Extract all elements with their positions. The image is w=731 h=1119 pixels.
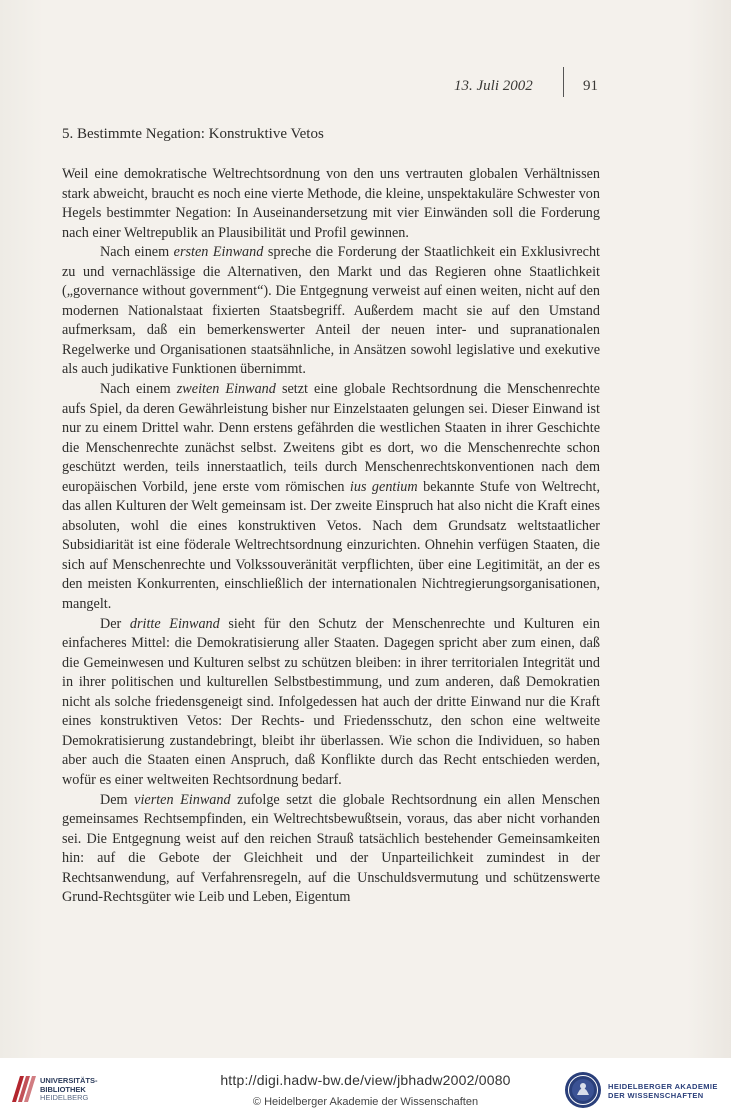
section-heading: 5. Bestimmte Negation: Konstruktive Vetos <box>62 126 324 142</box>
footer-bar <box>0 1058 731 1119</box>
paragraph-2-text: Nach einem <box>100 244 174 261</box>
copyright-notice: © Heidelberger Akademie der Wissenschaften <box>252 1096 479 1108</box>
paragraph-2-emphasis: ersten Einwand <box>173 244 264 261</box>
paragraph-4-text: Der <box>100 615 130 632</box>
paragraph-3-emphasis-latin: ius gentium <box>349 478 418 495</box>
paragraph-4 <box>62 615 600 791</box>
paragraph-1: Weil eine demokratische Weltrechtsordnung von den uns vertrauten globalen Verhältnissen stark abweicht, braucht es noch eine vierte Methode, die kleine, unspektakuläre Schwester von Hegels bestimmter Negation: In Auseinandersetzung mit vier Einwänden soll die Forderung nach einer Weltrepublik an Plausibilität und Profil gewinnen. <box>62 166 600 241</box>
academy-name-line-1: HEIDELBERGER AKADEMIE <box>608 1082 718 1091</box>
academy-name <box>608 1082 718 1100</box>
paragraph-5-emphasis: vierten Einwand <box>134 791 231 808</box>
paragraph-5-text-cont: zufolge setzt die globale Rechtsordnung ein allen Menschen gemeinsames Rechtsempfinden, ein Weltrechtsbewußtsein, voraus, das aber nicht vorhanden sei. Die Entgegnung weist auf den reichen Strauß tatsächlich bestehender Gemeinsamkeiten hin: auf die Gebote der Gleichheit und der Unparteilichkeit zumindest in der Rechtsanwendung, auf Verfahrensregeln, auf die Unschuldsvermutung und schützenswerte Grund-Rechtsgüter wie Leib und Leben, Eigentum <box>62 791 600 906</box>
academy-name-line-2: DER WISSENSCHAFTEN <box>608 1091 704 1100</box>
paragraph-5-text: Dem <box>100 791 135 808</box>
page-number: 91 <box>583 78 598 94</box>
paragraph-2 <box>62 243 600 380</box>
permalink-url[interactable]: http://digi.hadw-bw.de/view/jbhadw2002/0080 <box>220 1072 511 1088</box>
paragraph-4-emphasis: dritte Einwand <box>129 615 220 632</box>
running-head-date: 13. Juli 2002 <box>454 78 533 94</box>
library-name-line-3: HEIDELBERG <box>40 1093 89 1102</box>
paragraph-5 <box>62 791 600 908</box>
paragraph-3 <box>62 380 600 615</box>
body-text <box>62 165 600 908</box>
library-name-line-2: BIBLIOTHEK <box>40 1084 86 1094</box>
paragraph-4-text-cont: sieht für den Schutz der Menschenrechte und Kulturen ein einfacheres Mittel: die Demokratisierung aller Staaten. Dagegen spricht aber zum einen, daß die Gemeinwesen und Kulturen selbst zu schützen bleiben: in ihrer territorialen Integrität und in ihrer politischen und kulturellen Selbstbestimmung, und zum anderen, daß Demokratien nicht als solche friedensgeneigt sind. Infolgedessen hat auch der dritte Einwand nur die Kraft eines konstruktiven Vetos: Der Rechts- und Friedensschutz, den schon eine weltweite Demokratisierung zustandebringt, bleibt ihr überlassen. Wie schon die Individuen, so haben aber auch die Staaten einen Anspruch, daß Konflikte durch das Recht entschieden werden, wofür es einer weltweiten Rechtsordnung bedarf. <box>62 615 600 788</box>
paragraph-3-text-cont: bekannte Stufe von Weltrecht, das allen Kulturen der Welt gemeinsam ist. Der zweite Einspruch hat also nicht die Kraft eines absoluten, wohl die eines konstruktiven Vetos. Nach dem Grundsatz weltstaatlicher Subsidiarität ist eine föderale Weltrechtsordnung einzurichten. Ohnehin verfügen Staaten, die sich auf Menschenrechte und Volkssouveränität verpflichten, über eine Legitimität, an der es den meisten Konkurrenten, einschließlich der internationalen Nichtregierungsorganisationen, mangelt. <box>62 478 600 613</box>
paragraph-3-text-mid: setzt eine globale Rechtsordnung die Menschenrechte aufs Spiel, da deren Gewährleistung bisher nur Einzelstaaten gelungen sei. Dieser Einwand ist nur zu einem Drittel wahr. Denn erstens gefährden die westlichen Staaten in ihrer Geschichte die Menschenrechte zunächst selbst. Zweitens gibt es dort, wo die Menschenrechte schon geschützt werden, teils innerstaatlich, teils durch Menschenrechtskonventionen nach dem europäischen Vorbild, jene erste vom römischen <box>62 381 600 495</box>
paragraph-3-text: Nach einem <box>100 381 177 398</box>
running-head-divider <box>563 67 564 97</box>
library-name-line-1: UNIVERSITÄTS- <box>40 1076 98 1085</box>
paragraph-3-emphasis: zweiten Einwand <box>176 381 276 398</box>
academy-seal-icon <box>564 1071 602 1109</box>
paragraph-2-text-cont: spreche die Forderung der Staatlichkeit ein Exklusivrecht zu und vernachlässige die Alternativen, den Markt und das Regieren ohne Staatlichkeit („governance without government“). Die Entgegnung verweist auf einen weiten, nicht auf den modernen Nationalstaat fixierten Staatsbegriff. Außerdem macht sie auf den Umstand aufmerksam, daß ein bemerkenswerter Anteil der neuen inter- und supranationalen Regelwerke und Organisationen staatsähnliche, in Ansätzen sowohl legislative und exekutive als auch judikative Funktionen übernimmt. <box>62 244 600 378</box>
running-head <box>440 76 600 100</box>
